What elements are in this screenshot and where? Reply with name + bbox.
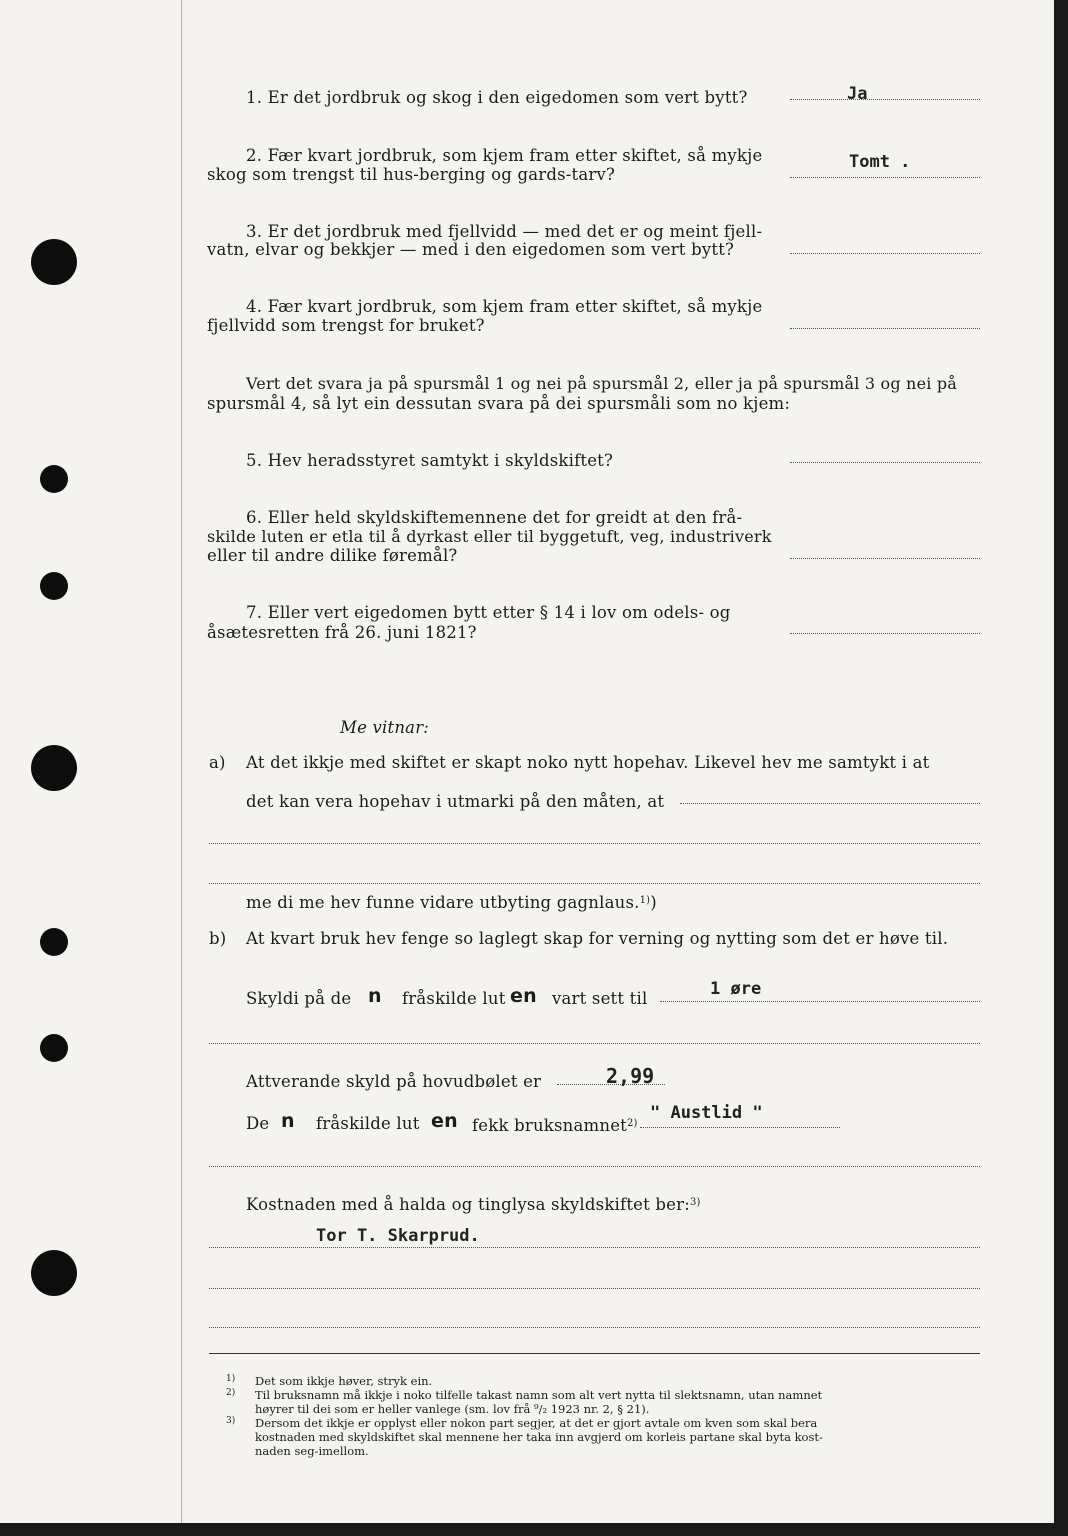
conditional-intro-line-1: Vert det svara ja på spursmål 1 og nei på spursmål 2, eller ja på spursmål 3 og nei på	[246, 374, 958, 393]
name-mid: fråskilde lut	[316, 1114, 420, 1133]
name-prefix: De	[246, 1114, 270, 1133]
skyld-suffix: vart sett til	[552, 989, 648, 1008]
footnote-2-line-1: Til bruksnamn må ikkje i noko tilfelle takast namn som alt vert nytta til slektsnamn, utan namnet	[255, 1388, 823, 1402]
answer-2: Tomt .	[849, 152, 911, 172]
cost-line-1	[209, 1247, 980, 1248]
name-suffix	[472, 1114, 638, 1135]
footnote-3-line-2: kostnaden med skyldskiftet skal mennene her taka inn avgjerd om korleis partane skal byta kost-	[255, 1430, 823, 1444]
question-6-line-3: eller til andre dilike føremål?	[207, 546, 458, 565]
footnote-separator	[209, 1353, 980, 1354]
question-3-line-1: 3. Er det jordbruk med fjellvidd — med det er og meint fjell-	[246, 222, 763, 241]
witness-a-close: )	[650, 893, 657, 912]
skyld-mid: fråskilde lut	[402, 989, 506, 1008]
cost-label-text: Kostnaden med å halda og tinglysa skyldskiftet ber:	[246, 1195, 690, 1214]
binder-hole-2	[40, 465, 68, 493]
footnote-1-number: 1)	[226, 1374, 236, 1384]
question-5: 5. Hev heradsstyret samtykt i skyldskiftet?	[246, 451, 614, 470]
witness-a-line-2-fill	[680, 803, 980, 804]
question-7-line-1: 7. Eller vert eigedomen bytt etter § 14 i lov om odels- og	[246, 603, 731, 622]
question-2-line-1: 2. Fær kvart jordbruk, som kjem fram etter skiftet, så mykje	[246, 146, 763, 165]
red-margin-line	[181, 0, 182, 1523]
footnote-2-number: 2)	[226, 1388, 236, 1398]
skyld-prefix: Skyldi på de	[246, 989, 352, 1008]
answer-3-line	[790, 253, 980, 254]
answer-4-line	[790, 328, 980, 329]
answer-5-line	[790, 462, 980, 463]
question-4-line-2: fjellvidd som trengst for bruket?	[207, 316, 485, 335]
binder-hole-3	[40, 572, 68, 600]
witness-b-line-1: At kvart bruk hev fenge so laglegt skap for verning og nytting som det er høve til.	[246, 929, 949, 948]
cost-line-2	[209, 1288, 980, 1289]
question-2-line-2: skog som trengst til hus-berging og gards-tarv?	[207, 165, 616, 184]
name-value: " Austlid "	[650, 1103, 763, 1123]
skyld-blank	[209, 1043, 980, 1044]
cost-value: Tor T. Skarprud.	[316, 1226, 480, 1246]
witness-a-label: a)	[209, 753, 226, 772]
footnote-3-line-3: naden seg-imellom.	[255, 1444, 369, 1458]
answer-1-line	[790, 99, 980, 100]
cost-line-3	[209, 1327, 980, 1328]
question-3-line-2: vatn, elvar og bekkjer — med i den eigedomen som vert bytt?	[207, 240, 735, 259]
answer-2-line	[790, 177, 980, 178]
footnote-ref-3: 3)	[689, 1197, 701, 1208]
answer-1: Ja	[847, 84, 868, 104]
name-value-line	[640, 1127, 840, 1128]
witness-heading: Me vitnar:	[340, 718, 430, 737]
binder-hole-1	[31, 239, 77, 285]
cost-label	[246, 1193, 701, 1214]
name-blank	[209, 1166, 980, 1167]
question-1: 1. Er det jordbruk og skog i den eigedomen som vert bytt?	[246, 88, 748, 107]
footnote-2-line-2: høyrer til dei som er heller vanlege (sm. lov frå ⁹/₂ 1923 nr. 2, § 21).	[255, 1402, 650, 1416]
witness-a-line-1: At det ikkje med skiftet er skapt noko nytt hopehav. Likevel hev me samtykt i at	[246, 753, 930, 772]
binder-hole-4	[31, 745, 77, 791]
footnote-ref-1: 1)	[639, 895, 651, 906]
answer-7-line	[790, 633, 980, 634]
footnote-3-number: 3)	[226, 1416, 236, 1426]
witness-a-blank-2	[209, 883, 980, 884]
skyld-value-line	[660, 1001, 980, 1002]
name-en: en	[431, 1110, 458, 1132]
binder-hole-7	[31, 1250, 77, 1296]
question-6-line-1: 6. Eller held skyldskiftemennene det for greidt at den frå-	[246, 508, 743, 527]
witness-a-line-2: det kan vera hopehav i utmarki på den måten, at	[246, 792, 665, 811]
question-7-line-2: åsætesretten frå 26. juni 1821?	[207, 623, 477, 642]
answer-6-line	[790, 558, 980, 559]
att-label: Attverande skyld på hovudbølet er	[246, 1072, 542, 1091]
footnote-ref-2: 2)	[627, 1118, 638, 1129]
att-value: 2,99	[606, 1064, 655, 1088]
footnote-1: Det som ikkje høver, stryk ein.	[255, 1374, 433, 1388]
skyld-en: en	[510, 985, 537, 1007]
conditional-intro-line-2: spursmål 4, så lyt ein dessutan svara på dei spursmåli som no kjem:	[207, 394, 791, 413]
skyld-n: n	[368, 985, 382, 1007]
skyld-value: 1 øre	[710, 979, 762, 999]
name-suffix-text: fekk bruksnamnet	[472, 1116, 627, 1135]
question-6-line-2: skilde luten er etla til å dyrkast eller til byggetuft, veg, industriverk	[207, 527, 772, 546]
binder-hole-6	[40, 1034, 68, 1062]
witness-a-line-3-text: me di me hev funne vidare utbyting gagnlaus.	[246, 893, 640, 912]
witness-b-label: b)	[209, 929, 227, 948]
question-4-line-1: 4. Fær kvart jordbruk, som kjem fram etter skiftet, så mykje	[246, 297, 763, 316]
name-n: n	[281, 1110, 295, 1132]
footnote-3-line-1: Dersom det ikkje er opplyst eller nokon part segjer, at det er gjort avtale om kven som skal bera	[255, 1416, 818, 1430]
binder-hole-5	[40, 928, 68, 956]
witness-a-blank-1	[209, 843, 980, 844]
witness-a-line-3	[246, 891, 657, 912]
